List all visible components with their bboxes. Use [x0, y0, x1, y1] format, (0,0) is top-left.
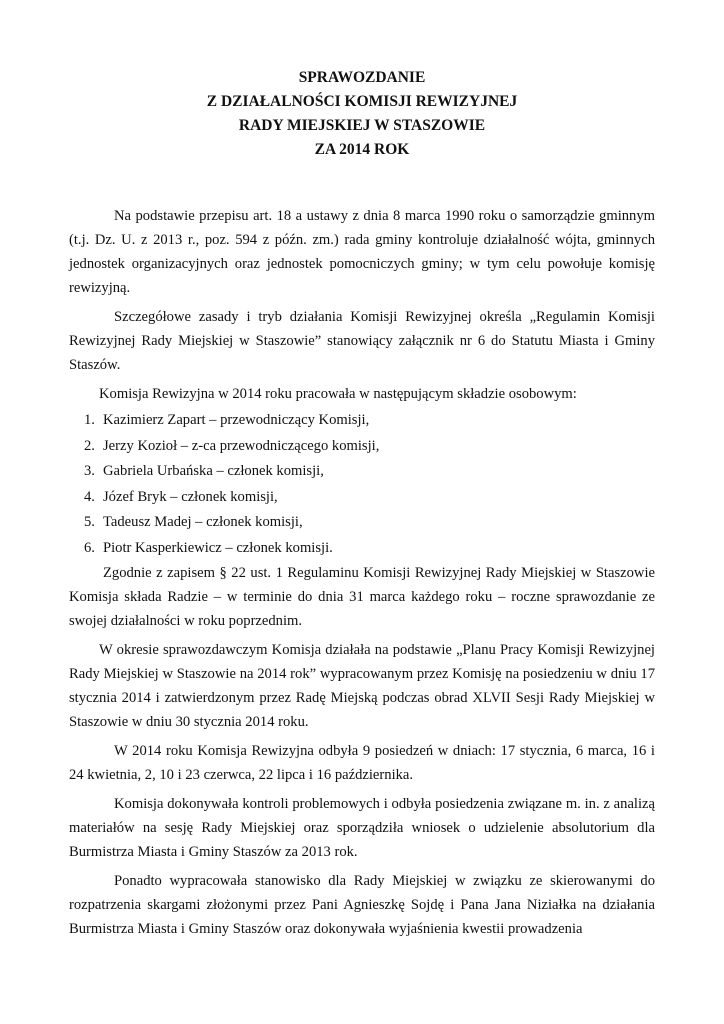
list-item: 1. Kazimierz Zapart – przewodniczący Komisji,	[84, 412, 370, 428]
paragraph-composition: Komisja Rewizyjna w 2014 roku pracowała w następującym składzie osobowym:	[99, 386, 577, 402]
paragraph-controls: Komisja dokonywała kontroli problemowych i odbyła posiedzenia związane m. in. z analizą materiałów na sesję Rady Miejskiej oraz sporządziła wniosek o udzielenie absolutorium dla Burmistrza Miasta i Gminy Staszów za 2013 rok.	[69, 796, 655, 860]
paragraph-work-plan: W okresie sprawozdawczym Komisja działała na podstawie „Planu Pracy Komisji Rewizyjnej Rady Miejskiej w Staszowie na 2014 rok” wypracowanym przez Komisję na posiedzeniu w dniu 17 stycznia 2014 i zatwierdzonym przez Radę Miejską podczas obrad XLVII Sesji Rady Miejskiej w Staszowie w dniu 30 stycznia 2014 roku.	[69, 642, 655, 730]
list-item: 6. Piotr Kasperkiewicz – członek komisji.	[84, 539, 333, 556]
document-body	[69, 204, 655, 946]
list-item: 3. Gabriela Urbańska – członek komisji,	[84, 463, 324, 479]
paragraph-complaints: Ponadto wypracowała stanowisko dla Rady Miejskiej w związku ze skierowanymi do rozpatrzenia skargami złożonymi przez Pani Agnieszkę Sojdę i Pana Jana Niziałka na działania Burmistrza Miasta i Gminy Staszów oraz dokonywała wyjaśnienia kwestii prowadzenia	[69, 873, 655, 937]
title-line-2: Z DZIAŁALNOŚCI KOMISJI REWIZYJNEJ	[206, 93, 518, 110]
members-list	[69, 408, 655, 560]
paragraph-meetings: W 2014 roku Komisja Rewizyjna odbyła 9 posiedzeń w dniach: 17 stycznia, 6 marca, 16 i 24 kwietnia, 2, 10 i 23 czerwca, 22 lipca i 16 października.	[69, 743, 655, 783]
list-item: 2. Jerzy Kozioł – z-ca przewodniczącego komisji,	[84, 437, 380, 454]
paragraph-legal-basis: Na podstawie przepisu art. 18 a ustawy z dnia 8 marca 1990 roku o samorządzie gminnym (t.j. Dz. U. z 2013 r., poz. 594 z późn. zm.) rada gminy kontroluje działalność wójta, gminnych jednostek organizacyjnych oraz jednostek pomocniczych gminy; w tym celu powołuje komisję rewizyjną.	[69, 208, 655, 296]
list-item: 5. Tadeusz Madej – członek komisji,	[84, 514, 303, 530]
paragraph-annual-report: Zgodnie z zapisem § 22 ust. 1 Regulaminu Komisji Rewizyjnej Rady Miejskiej w Staszowie Komisja składa Radzie – w terminie do dnia 31 marca każdego roku – roczne sprawozdanie ze swojej działalności w roku poprzednim.	[69, 565, 655, 629]
title-line-1: SPRAWOZDANIE	[298, 69, 426, 86]
paragraph-regulations: Szczegółowe zasady i tryb działania Komisji Rewizyjnej określa „Regulamin Komisji Rewizyjnej Rady Miejskiej w Staszowie” stanowiący załącznik nr 6 do Statutu Miasta i Gminy Staszów.	[69, 309, 655, 373]
title-line-4: ZA 2014 ROK	[314, 141, 410, 158]
title-line-3: RADY MIEJSKIEJ W STASZOWIE	[238, 117, 486, 134]
list-item: 4. Józef Bryk – członek komisji,	[84, 488, 278, 505]
document-title	[0, 66, 724, 162]
